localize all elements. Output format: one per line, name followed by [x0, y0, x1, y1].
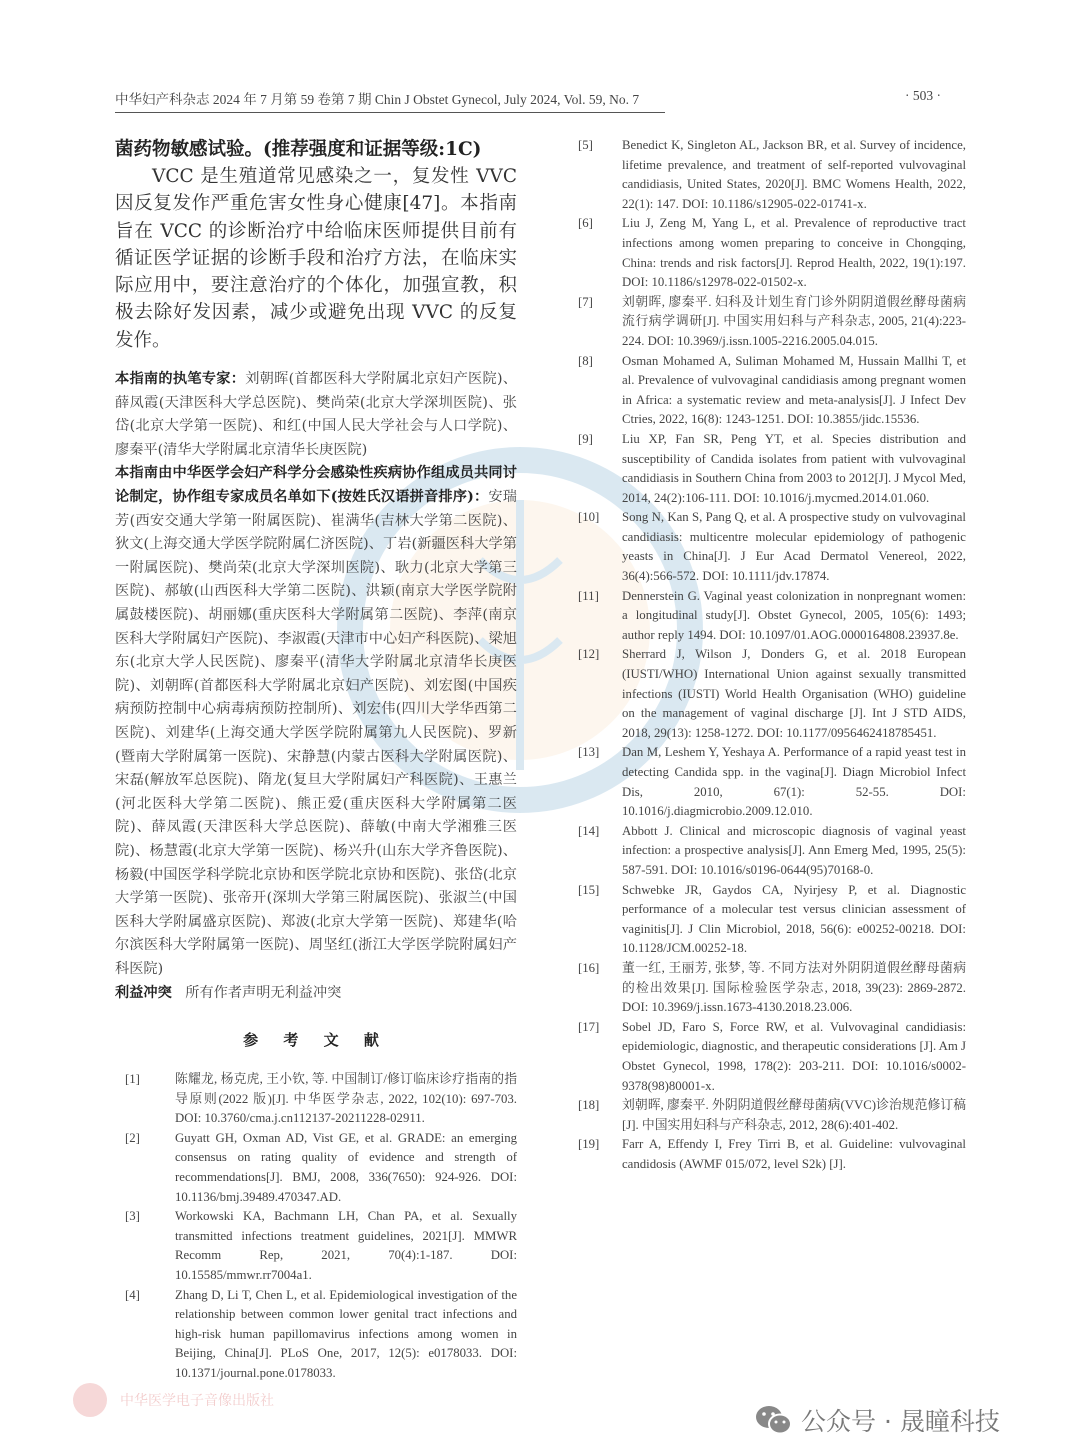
reference-item	[570, 743, 966, 821]
reference-text: Liu XP, Fan SR, Peng YT, et al. Species distribution and susceptibility of Candida isolates from patient with vulvovaginal candidiasis in Southern China from 2003 to 2012[J]. J Mycol Med, 2014, 24(2):106-111. DOI: 10.1016/j.mycmed.2014.01.060.	[622, 431, 966, 505]
reference-item	[570, 881, 966, 959]
reference-number: [16]	[578, 960, 600, 975]
reference-item	[115, 1207, 517, 1285]
reference-number: [5]	[578, 138, 593, 152]
reference-text: Workowski KA, Bachmann LH, Chan PA, et al. Sexually transmitted infections treatment guidelines, 2021[J]. MMWR Recomm Rep, 2021, 70(4):1-187. DOI: 10.15585/mmwr.rr7004a1.	[175, 1209, 517, 1283]
recommendation-line: 菌药物敏感试验。(推荐强度和证据等级:1C)	[115, 139, 482, 160]
reference-item	[570, 293, 966, 352]
reference-text: 刘朝晖, 廖秦平. 妇科及计划生育门诊外阴阴道假丝酵母菌病流行病学调研[J]. 中国实用妇科与产科杂志, 2005, 21(4):223-224. DOI: 10.3969/j.issn.1005-2216.2005.04.015.	[622, 294, 966, 348]
reference-number: [3]	[125, 1209, 140, 1224]
authors-list: 刘朝晖(首都医科大学附属北京妇产医院)、薛凤霞(天津医科大学总医院)、樊尚荣(北京大学深圳医院)、张岱(北京大学第一医院)、和红(中国人民大学社会与人口学院)、廖秦平(清华大学附属北京清华长庚医院)	[115, 371, 517, 458]
reference-item	[570, 587, 966, 646]
reference-item	[570, 645, 966, 743]
reference-text: 刘朝晖, 廖秦平. 外阴阴道假丝酵母菌病(VVC)诊治规范修订稿[J]. 中国实用妇科与产科杂志, 2012, 28(6):401-402.	[622, 1098, 966, 1132]
reference-item	[570, 1135, 966, 1174]
reference-number: [8]	[578, 353, 593, 368]
references-list-left	[115, 1070, 517, 1384]
references-list-right	[570, 136, 966, 1174]
publisher-logo	[70, 1380, 274, 1420]
authors-label: 本指南的执笔专家：	[115, 371, 246, 388]
conclusion-paragraph: VCC 是生殖道常见感染之一，复发性 VVC 因反复发作严重危害女性身心健康[47]。本指南旨在 VCC 的诊断治疗中给临床医师提供目前有循证医学证据的诊断手段和治疗方法，在临床实际应用中，要注意治疗的个体化，加强宣教，积极去除好发因素，减少或避免出现 VVC 的反复发作。	[115, 166, 517, 351]
publisher-emblem-icon	[70, 1380, 110, 1420]
reference-item	[570, 508, 966, 586]
wechat-attribution	[755, 1402, 1000, 1438]
reference-number: [7]	[578, 294, 593, 309]
reference-number: [17]	[578, 1019, 600, 1034]
reference-text: 董一红, 王丽芳, 张梦, 等. 不同方法对外阴阴道假丝酵母菌病的检出效果[J]. 国际检验医学杂志, 2018, 39(23): 2869-2872. DOI: 10.3969/j.issn.1673-4130.2018.23.006.	[622, 960, 966, 1015]
reference-text: Guyatt GH, Oxman AD, Vist GE, et al. GRADE: an emerging consensus on rating quality of evidence and strength of recommendations[J]. BMJ, 2008, 336(7650): 924-926. DOI: 10.1136/bmj.39489.470347.AD.	[175, 1130, 517, 1204]
reference-item	[570, 430, 966, 508]
reference-number: [14]	[578, 823, 600, 838]
reference-item	[570, 214, 966, 292]
reference-text: Farr A, Effendy I, Frey Tirri B, et al. Guideline: vulvovaginal candidosis (AWMF 015/072, level S2k) [J].	[622, 1137, 966, 1171]
reference-text: Song N, Kan S, Pang Q, et al. A prospective study on vulvovaginal candidiasis: multicentre molecular epidemiology of pathogenic yeasts in China[J]. J Eur Acad Dermatol Venereol, 2022, 36(4):566-572. DOI: 10.1111/jdv.17874.	[622, 510, 966, 584]
running-header: 中华妇产科杂志 2024 年 7 月第 59 卷第 7 期 Chin J Obstet Gynecol, July 2024, Vol. 59, No. 7	[115, 88, 665, 113]
reference-number: [13]	[578, 745, 600, 760]
reference-text: Dennerstein G. Vaginal yeast colonization in nonpregnant women: a longitudinal study[J]. Obstet Gynecol, 2005, 105(6): 1493; author reply 1494. DOI: 10.1097/01.AOG.0000164808.23937.8e.	[622, 588, 966, 642]
reference-text: Osman Mohamed A, Suliman Mohamed M, Hussain Mallhi T, et al. Prevalence of vulvovaginal candidiasis among pregnant women in Africa: a systematic review and meta-analysis[J]. J Infect Dev Ctries, 2022, 16(8): 1243-1251. DOI: 10.3855/jidc.15536.	[622, 353, 966, 427]
reference-item	[570, 1018, 966, 1096]
wechat-icon	[755, 1404, 793, 1436]
reference-number: [2]	[125, 1130, 140, 1145]
reference-number: [19]	[578, 1137, 600, 1152]
coi-label: 利益冲突	[115, 984, 172, 1001]
group-list: 安瑞芳(西安交通大学第一附属医院)、崔满华(吉林大学第二医院)、狄文(上海交通大学医学院附属仁济医院)、丁岩(新疆医科大学第一附属医院)、樊尚荣(北京大学深圳医院)、耿力(北京大学第三医院)、郝敏(山西医科大学第二医院)、洪颖(南京大学医学院附属鼓楼医院)、胡丽娜(重庆医科大学附属第二医院)、李萍(南京医科大学附属妇产医院)、李淑霞(天津市中心妇产科医院)、梁旭东(北京大学人民医院)、廖秦平(清华大学附属北京清华长庚医院)、刘朝晖(首都医科大学附属北京妇产医院)、刘宏图(中国疾病预防控制中心病毒病预防控制所)、刘宏伟(四川大学华西第二医院)、刘建华(上海交通大学医学院附属第九人民医院)、罗新(暨南大学附属第一医院)、宋静慧(内蒙古医科大学附属医院)、宋磊(解放军总医院)、隋龙(复旦大学附属妇产科医院)、王惠兰(河北医科大学第二医院)、熊正爱(重庆医科大学附属第二医院)、薛凤霞(天津医科大学总医院)、薛敏(中南大学湘雅三医院)、杨慧霞(北京大学第一医院)、杨兴升(山东大学齐鲁医院)、杨毅(中国医学科学院北京协和医学院北京协和医院)、张岱(北京大学第一医院)、张帝开(深圳大学第三附属医院)、张淑兰(中国医科大学附属盛京医院)、郑波(北京大学第一医院)、郑建华(哈尔滨医科大学附属第一医院)、周坚红(浙江大学医学院附属妇产科医院)	[115, 489, 517, 977]
coi-text: 所有作者声明无利益冲突	[185, 984, 342, 1001]
reference-number: [4]	[125, 1287, 140, 1302]
reference-number: [12]	[578, 647, 600, 662]
reference-item	[115, 1286, 517, 1384]
page-number: · 503 ·	[905, 88, 941, 103]
reference-item	[115, 1129, 517, 1207]
reference-item	[570, 136, 966, 214]
reference-number: [18]	[578, 1098, 600, 1113]
reference-text: Benedict K, Singleton AL, Jackson BR, et al. Survey of incidence, lifetime prevalence, and treatment of self-reported vulvovaginal candidiasis, United States, 2020[J]. BMC Womens Health, 2022, 22(1): 147. DOI: 10.1186/s12905-022-01741-x.	[622, 138, 966, 211]
reference-text: Zhang D, Li T, Chen L, et al. Epidemiological investigation of the relationship between common lower genital tract infections and high-risk human papillomavirus infections among women in Beijing, China[J]. PLoS One, 2017, 12(5): e0178033. DOI: 10.1371/journal.pone.0178033.	[175, 1287, 517, 1381]
reference-number: [6]	[578, 216, 593, 231]
reference-number: [15]	[578, 882, 600, 897]
authors-section	[115, 368, 517, 1005]
reference-item	[570, 959, 966, 1018]
right-column	[570, 136, 966, 1174]
reference-text: Dan M, Leshem Y, Yeshaya A. Performance of a rapid yeast test in detecting Candida spp. in the vagina[J]. Diagn Microbiol Infect Dis, 2010, 67(1): 52-55. DOI: 10.1016/j.diagmicrobio.2009.12.010.	[622, 745, 966, 819]
reference-item	[570, 1096, 966, 1135]
references-heading: 参 考 文 献	[243, 1031, 389, 1050]
reference-number: [11]	[578, 588, 599, 603]
reference-number: [9]	[578, 431, 593, 446]
reference-text: Liu J, Zeng M, Yang L, et al. Prevalence of reproductive tract infections among women preparing to conceive in Chongqing, China: trends and risk factors[J]. Reprod Health, 2022, 19(1):197. DOI: 10.1186/s12978-022-01502-x.	[622, 216, 966, 290]
reference-number: [10]	[578, 510, 600, 525]
reference-item	[570, 822, 966, 881]
reference-item	[115, 1070, 517, 1129]
reference-text: Schwebke JR, Gaydos CA, Nyirjesy P, et al. Diagnostic performance of a molecular test versus clinician assessment of vaginitis[J]. J Clin Microbiol, 2018, 56(6): e00252-00218. DOI: 10.1128/JCM.00252-18.	[622, 882, 966, 956]
publisher-name: 中华医学电子音像出版社	[120, 1393, 274, 1409]
reference-item	[570, 352, 966, 430]
reference-text: Abbott J. Clinical and microscopic diagnosis of vaginal yeast infection: a prospective analysis[J]. Ann Emerg Med, 1995, 25(5): 587-591. DOI: 10.1016/s0196-0644(95)70168-0.	[622, 823, 966, 877]
reference-number: [1]	[125, 1072, 140, 1087]
group-label: 本指南由中华医学会妇产科学分会感染性疾病协作组成员共同讨论制定，协作组专家成员名单如下(按姓氏汉语拼音排序)：	[115, 465, 517, 506]
reference-text: 陈耀龙, 杨克虎, 王小钦, 等. 中国制订/修订临床诊疗指南的指导原则(2022 版)[J]. 中华医学杂志, 2022, 102(10): 697-703. DOI: 10.3760/cma.j.cn112137-20211228-02911.	[175, 1072, 517, 1126]
reference-text: Sherrard J, Wilson J, Donders G, et al. 2018 European (IUSTI/WHO) International Union against sexually transmitted infections (IUSTI) World Health Organisation (WHO) guideline on the management of vaginal discharge [J]. Int J STD AIDS, 2018, 29(13): 1258-1272. DOI: 10.1177/0956462418785451.	[622, 647, 966, 740]
left-column	[115, 136, 517, 1384]
wechat-account-name: 公众号 · 晟瞳科技	[801, 1407, 1000, 1436]
reference-text: Sobel JD, Faro S, Force RW, et al. Vulvovaginal candidiasis: epidemiologic, diagnostic, and therapeutic considerations [J]. Am J Obstet Gynecol, 1998, 178(2): 203-211. DOI: 10.1016/s0002-9378(98)80001-x.	[622, 1019, 967, 1093]
